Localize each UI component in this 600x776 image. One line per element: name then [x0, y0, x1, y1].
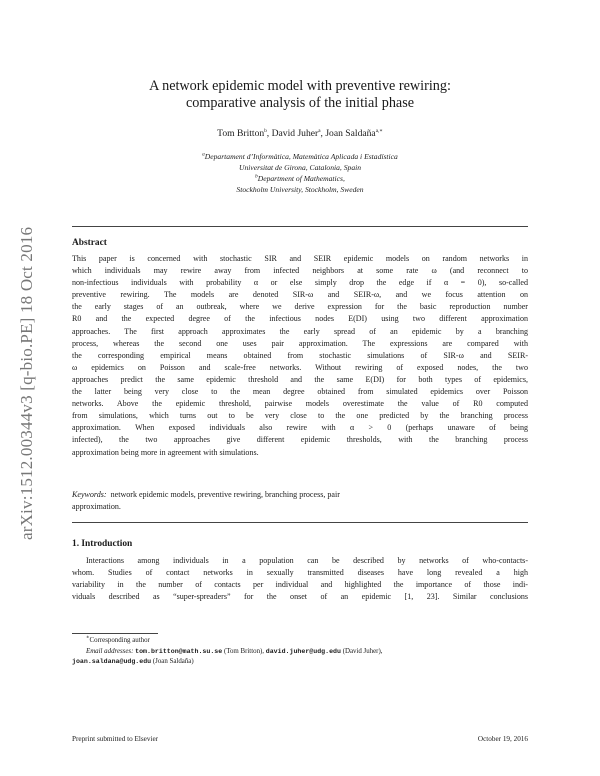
abstract-line: non-infectious individuals with probability α or else simply drop the edge if α = 0), so-called [72, 278, 528, 288]
title-line-2: comparative analysis of the initial phase [185, 95, 415, 111]
email-saldana-name: (Joan Saldaña) [152, 658, 194, 665]
preprint-note: Preprint submitted to Elsevier [72, 735, 159, 743]
abstract-line: the latter being very close to the mean degree obtained from simulated epidemics over Poisson [72, 387, 528, 397]
affil-a-line-1: Departament d’Informàtica, Matemàtica Aplicada i Estadística [204, 152, 398, 161]
intro-line: Interactions among individuals in a population can be described by networks of who-contacts- [86, 556, 528, 565]
affil-a-marker: a [202, 151, 205, 158]
keywords-line-2: approximation. [72, 502, 121, 512]
keywords-label: Keywords: [72, 490, 107, 499]
email-label: Email addresses: [86, 647, 134, 655]
arxiv-identifier-stamp: arXiv:1512.00344v3 [q-bio.PE] 18 Oct 2016 [17, 226, 36, 540]
preprint-footer [72, 735, 528, 743]
keywords [72, 489, 528, 513]
email-saldana[interactable]: joan.saldana@udg.edu [72, 658, 152, 665]
title-line-1: A network epidemic model with preventive rewiring: [149, 78, 451, 94]
author-saldana: Joan Saldaña [325, 128, 376, 139]
author-britton-affil: b [264, 127, 267, 134]
footnotes [72, 636, 528, 668]
abstract-line: which individuals may rewire away from infected neighbors at some rate ω (and reconnect to [72, 266, 528, 276]
bottom-divider [72, 522, 528, 523]
email-britton[interactable]: tom.britton@math.su.se [135, 647, 223, 655]
author-juher: David Juher [271, 128, 319, 139]
keywords-line-1: network epidemic models, preventive rewiring, branching process, pair [110, 490, 340, 499]
abstract-line: the corresponding empirical means obtained from stochastic simulations of SIR-ω and SEIR- [72, 350, 528, 360]
author-list: Tom Britton$^b$, David Juher$^a$, Joan Saldaña$^{a,∗}$ [217, 127, 383, 139]
corresponding-author-note: Corresponding author [89, 637, 150, 644]
abstract-line: networks. Above the epidemic threshold, pairwise models overestimate the value of R0 computed [72, 399, 528, 409]
abstract-body [72, 253, 528, 459]
email-britton-name: (Tom Britton), [223, 647, 265, 655]
section-heading-introduction: 1. Introduction [72, 539, 133, 549]
paper-title [0, 78, 600, 112]
affil-a-line-2: Universitat de Girona, Catalonia, Spain [238, 163, 362, 172]
abstract-line: approaches. The first approach approximates the early spread of an epidemic by a branching [72, 326, 528, 336]
footnote-divider [72, 633, 158, 634]
abstract-line: approximation. When exposed individuals also rewire with α > 0 (perhaps unaware of being [72, 423, 528, 433]
abstract-line: the early stages of an outbreak, where we derive expression for the basic reproduction number [72, 302, 528, 312]
intro-line: whom. Studies of contact networks in sexually transmitted diseases have long revealed a high [72, 568, 528, 578]
author-juher-affil: a [318, 127, 321, 134]
introduction-body [72, 555, 528, 603]
abstract-line: approximation being more in agreement with simulations. [72, 447, 259, 457]
affiliations [0, 151, 600, 195]
abstract-line: infected), the two approaches give different epidemic thresholds, with the branching process [72, 435, 528, 445]
abstract-line: ω epidemics on Poisson and scale-free networks. Without rewiring of exposed nodes, the two [72, 362, 528, 372]
abstract-line: This paper is concerned with stochastic SIR and SEIR epidemic models on random networks in [72, 254, 528, 263]
affil-b-line-2: Stockholm University, Stockholm, Sweden [236, 185, 364, 194]
abstract-heading: Abstract [72, 238, 107, 248]
abstract-line: from simulations, which turns out to be very close to the one predicted by the branching process [72, 411, 528, 421]
intro-line: viduals described as “super-spreaders” for the onset of an epidemic [1, 23]. Similar conclusions [72, 592, 528, 602]
affil-b-line-1: Department of Mathematics, [257, 174, 345, 183]
abstract-line: preventive rewiring. The models are denoted SIR-ω and SEIR-ω, and we focus attention on [72, 290, 528, 300]
author-saldana-affil: a,∗ [375, 127, 383, 134]
email-juher[interactable]: david.juher@udg.edu [265, 647, 341, 655]
abstract-line: R0 and the expected degree of the infectious nodes E(DI) using two different approximation [72, 314, 528, 324]
intro-line: variability in the number of contacts per individual and highlighted the importance of those indi- [72, 580, 528, 590]
abstract-line: process, whereas the second one uses pair approximation. The expressions are compared with [72, 338, 528, 348]
abstract-line: approaches predict the same epidemic threshold and the same E(DI) for both types of epidemics, [72, 374, 528, 384]
footnote-marker: ∗ [86, 634, 90, 641]
top-divider [72, 226, 528, 227]
email-juher-name: (David Juher), [342, 647, 383, 655]
author-britton: Tom Britton [217, 128, 265, 139]
affil-b-marker: b [255, 173, 258, 180]
preprint-date: October 19, 2016 [477, 735, 528, 743]
